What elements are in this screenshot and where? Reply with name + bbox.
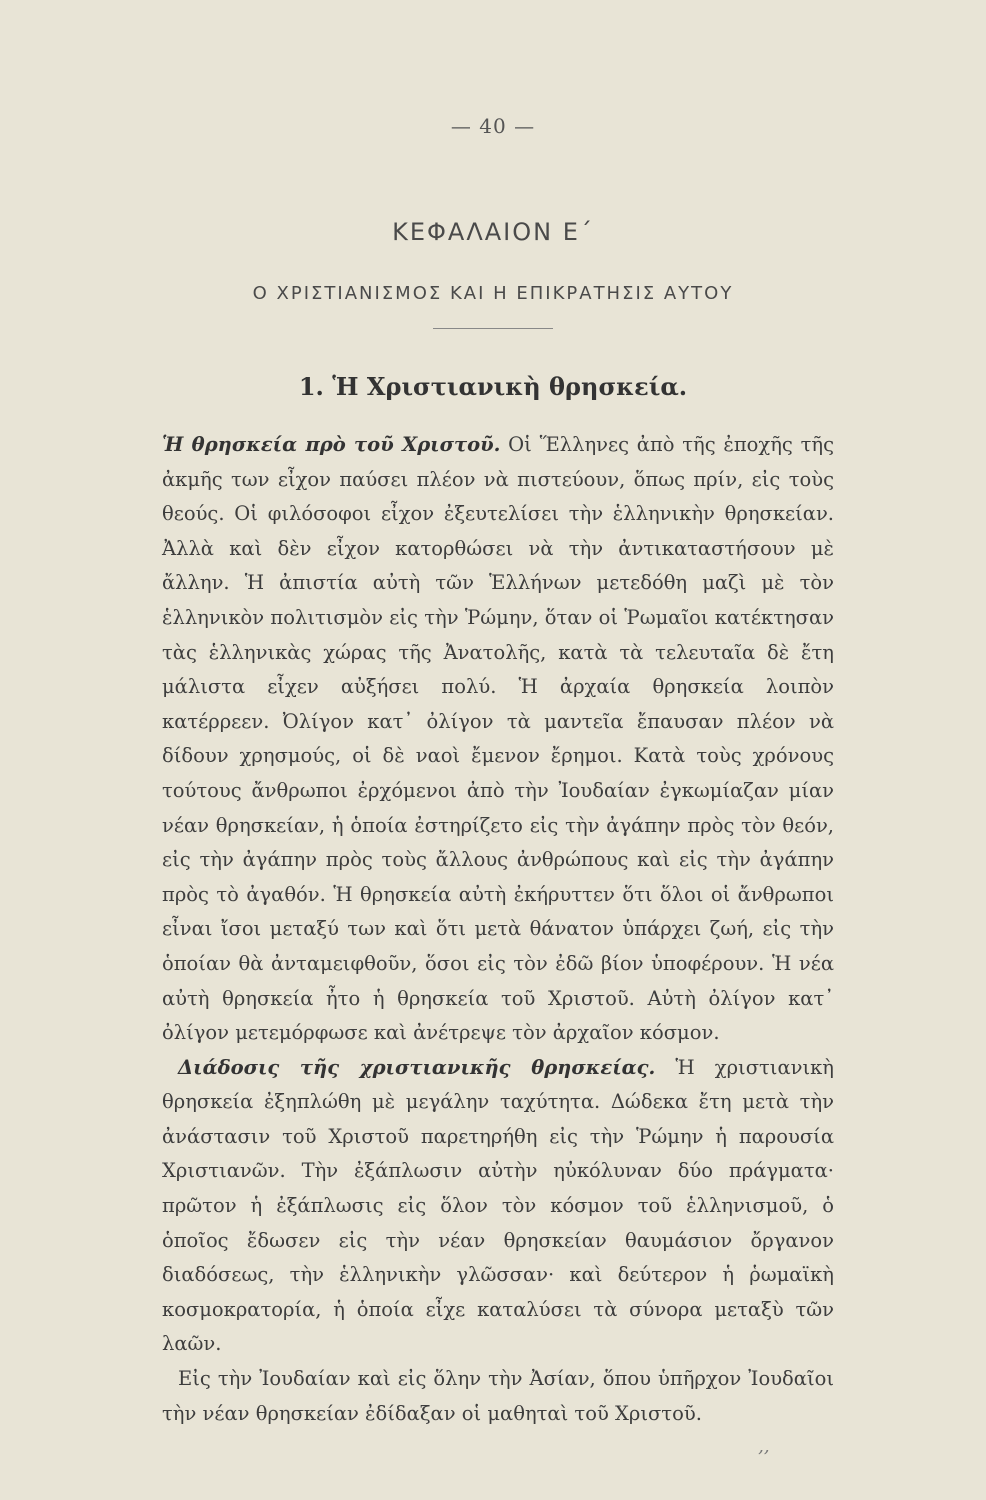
pencil-mark: ‚‚ [758, 1436, 770, 1457]
paragraph-text: Εἰς τὴν Ἰουδαίαν καὶ εἰς ὅλην τὴν Ἀσίαν, ὅπου ὑπῆρχον Ἰουδαῖοι τὴν νέαν θρησκείαν ἐδίδαξαν οἱ μαθηταὶ τοῦ Χριστοῦ. [162, 1367, 834, 1425]
page-number: — 40 — [450, 114, 536, 138]
paragraph [162, 1051, 834, 1362]
chapter-title: ΚΕΦΑΛΑΙΟΝ Ε΄ [392, 218, 594, 246]
paragraph-run-in-heading: Διάδοσις τῆς χριστιανικῆς θρησκείας. [178, 1055, 656, 1079]
paragraph-text: Οἱ Ἕλληνες ἀπὸ τῆς ἐποχῆς τῆς ἀκμῆς των εἶχον παύσει πλέον νὰ πιστεύουν, ὅπως πρίν, εἰς τοὺς θεούς. Οἱ φιλόσοφοι εἶχον ἐξευτελίσει τὴν ἑλληνικὴν θρησκείαν. Ἀλλὰ καὶ δὲν εἶχον κατορθώσει νὰ τὴν ἀντικαταστήσουν μὲ ἄλλην. Ἡ ἀπιστία αὐτὴ τῶν Ἑλλήνων μετεδόθη μαζὶ μὲ τὸν ἑλληνικὸν πολιτισμὸν εἰς τὴν Ῥώμην, ὅταν οἱ Ῥωμαῖοι κατέκτησαν τὰς ἑλληνικὰς χώρας τῆς Ἀνατολῆς, κατὰ τὰ τελευταῖα δὲ ἔτη μάλιστα εἶχεν αὐξήσει πολύ. Ἡ ἀρχαία θρησκεία λοιπὸν κατέρρεεν. Ὀλίγον κατ᾿ ὀλίγον τὰ μαντεῖα ἔπαυσαν πλέον νὰ δίδουν χρησμούς, οἱ δὲ ναοὶ ἔμενον ἔρημοι. Κατὰ τοὺς χρόνους τούτους ἄνθρωποι ἐρχόμενοι ἀπὸ τὴν Ἰουδαίαν ἐγκωμίαζαν μίαν νέαν θρησκείαν, ἡ ὁποία ἐστηρίζετο εἰς τὴν ἀγάπην πρὸς τὸν θεόν, εἰς τὴν ἀγάπην πρὸς τοὺς ἄλλους ἀνθρώπους καὶ εἰς τὴν ἀγάπην πρὸς τὸ ἀγαθόν. Ἡ θρησκεία αὐτὴ ἐκήρυττεν ὅτι ὅλοι οἱ ἄνθρωποι εἶναι ἴσοι μεταξύ των καὶ ὅτι μετὰ θάνατον ὑπάρχει ζωή, εἰς τὴν ὁποίαν θὰ ἀνταμειφθοῦν, ὅσοι εἰς τὸν ἐδῶ βίον ὑποφέρουν. Ἡ νέα αὐτὴ θρησκεία ἦτο ἡ θρησκεία τοῦ Χριστοῦ. Αὐτὴ ὀλίγον κατ᾿ ὀλίγον μετεμόρφωσε καὶ ἀνέτρεψε τὸν ἀρχαῖον κόσμον. [162, 433, 834, 1045]
divider [433, 328, 553, 329]
paragraph-run-in-heading: Ἡ θρησκεία πρὸ τοῦ Χριστοῦ. [162, 433, 501, 456]
chapter-subtitle: Ο ΧΡΙΣΤΙΑΝΙΣΜΟΣ ΚΑΙ Η ΕΠΙΚΡΑΤΗΣΙΣ ΑΥΤΟΥ [252, 283, 734, 304]
paragraph [162, 428, 834, 1051]
body-text [162, 428, 834, 1431]
paragraph [162, 1362, 834, 1431]
section-heading: 1. Ἡ Χριστιανικὴ θρησκεία. [298, 372, 688, 401]
paragraph-text: Ἡ χριστιανικὴ θρησκεία ἐξηπλώθη μὲ μεγάλην ταχύτητα. Δώδεκα ἔτη μετὰ τὴν ἀνάστασιν τοῦ Χριστοῦ παρετηρήθη εἰς τὴν Ῥώμην ἡ παρουσία Χριστιανῶν. Τὴν ἐξάπλωσιν αὐτὴν ηὐκόλυναν δύο πράγματα· πρῶτον ἡ ἐξάπλωσις εἰς ὅλον τὸν κόσμον τοῦ ἑλληνισμοῦ, ὁ ὁποῖος ἔδωσεν εἰς τὴν νέαν θρησκείαν θαυμάσιον ὄργανον διαδόσεως, τὴν ἑλληνικὴν γλῶσσαν· καὶ δεύτερον ἡ ῥωμαϊκὴ κοσμοκρατορία, ἡ ὁποία εἶχε καταλύσει τὰ σύνορα μεταξὺ τῶν λαῶν. [162, 1055, 834, 1356]
